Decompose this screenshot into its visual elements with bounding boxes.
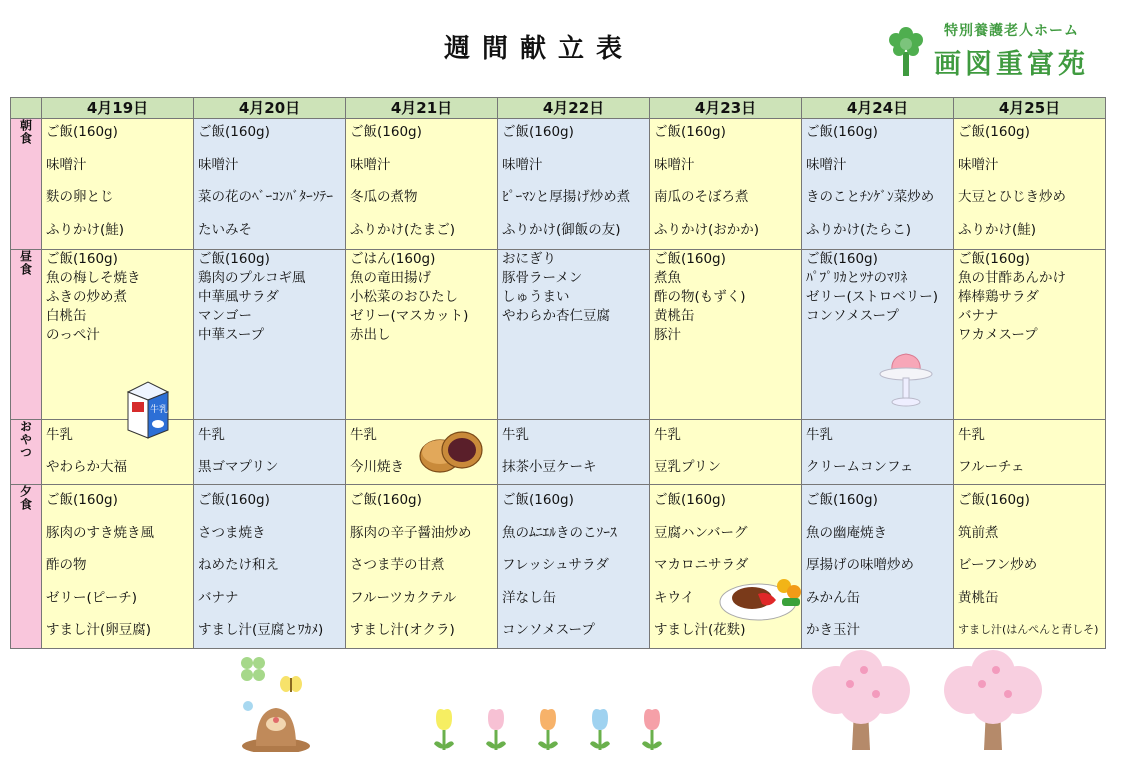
menu-item: フルーチェ — [958, 459, 1025, 475]
menu-item: フルーツカクテル — [350, 589, 457, 606]
menu-item: 魚の梅しそ焼き — [46, 270, 141, 286]
day-header: 4月23日 — [650, 98, 802, 119]
menu-item: 今川焼き — [350, 459, 404, 475]
breakfast-row — [11, 119, 1106, 250]
tulips-icon — [432, 706, 680, 756]
lunch-cell — [802, 250, 953, 326]
menu-item: 牛乳 — [350, 427, 377, 443]
breakfast-cell — [650, 119, 801, 249]
day-header: 4月19日 — [42, 98, 194, 119]
menu-item: 牛乳 — [198, 427, 225, 443]
menu-item: すまし汁(花麩) — [654, 622, 746, 639]
menu-item: 冬瓜の煮物 — [350, 189, 418, 205]
menu-item: 牛乳 — [958, 427, 985, 443]
menu-item: マンゴー — [198, 308, 252, 324]
menu-item: 筑前煮 — [958, 524, 999, 541]
menu-item: コンソメスープ — [502, 622, 595, 639]
menu-item: ご飯(160g) — [46, 492, 118, 508]
menu-item: ふりかけ(たらこ) — [806, 221, 912, 238]
day-header: 4月25日 — [954, 98, 1106, 119]
menu-item: 豚肉の辛子醤油炒め — [350, 524, 472, 541]
menu-item: 厚揚げの味噌炒め — [806, 557, 914, 574]
breakfast-cell — [346, 119, 497, 249]
menu-item: 酢の物(もずく) — [654, 289, 746, 305]
menu-item: ワカメスープ — [958, 327, 1038, 343]
lunch-cell — [498, 250, 649, 326]
menu-item: 赤出し — [350, 327, 391, 343]
menu-item: 麩の卵とじ — [46, 189, 114, 205]
dinner-cell — [346, 485, 497, 648]
menu-item: 豆乳プリン — [654, 459, 721, 475]
menu-item: 煮魚 — [654, 270, 681, 286]
dinner-row — [11, 485, 1106, 649]
facility-name: 画図重富苑 — [934, 49, 1089, 80]
breakfast-cell — [498, 119, 649, 249]
menu-item: 大豆とひじき炒め — [958, 189, 1066, 205]
menu-item: ご飯(160g) — [46, 251, 118, 267]
snack-row — [11, 420, 1106, 485]
menu-item: 白桃缶 — [46, 308, 87, 324]
breakfast-cell — [954, 119, 1105, 249]
menu-item: 小松菜のおひたし — [350, 289, 458, 305]
facility-type: 特別養護老人ホーム — [944, 23, 1079, 39]
cherry-tree-icon — [938, 650, 1048, 754]
menu-item: ご飯(160g) — [806, 251, 878, 267]
milk-carton-icon — [122, 378, 174, 440]
menu-item: ご飯(160g) — [350, 492, 422, 508]
menu-item: 魚の竜田揚げ — [350, 270, 431, 286]
menu-item: ご飯(160g) — [654, 251, 726, 267]
menu-item: マカロニサラダ — [654, 557, 749, 574]
menu-item: さつま焼き — [198, 524, 266, 541]
lunch-row — [11, 250, 1106, 420]
menu-item: バナナ — [198, 589, 239, 606]
menu-item: ふりかけ(鮭) — [958, 221, 1037, 238]
menu-item: ご飯(160g) — [198, 251, 270, 267]
milk-carton-label: 牛乳 — [150, 405, 169, 415]
mole-icon — [238, 696, 314, 752]
menu-item: 豚汁 — [654, 327, 681, 343]
menu-item: たいみそ — [198, 221, 252, 238]
menu-item: 味噌汁 — [46, 156, 87, 173]
menu-item: 牛乳 — [654, 427, 681, 443]
menu-item: さつま芋の甘煮 — [350, 557, 445, 574]
menu-item: 洋なし缶 — [502, 589, 556, 606]
menu-item: ご飯(160g) — [198, 124, 270, 140]
menu-item: すまし汁(はんぺんと青しそ) — [958, 623, 1099, 637]
menu-item: 味噌汁 — [654, 156, 695, 173]
menu-item: ゼリー(ピーチ) — [46, 589, 137, 606]
butterfly-icon — [278, 672, 304, 698]
menu-item: ご飯(160g) — [806, 492, 878, 508]
menu-item: 味噌汁 — [502, 156, 543, 173]
menu-item: ねめたけ和え — [198, 557, 279, 574]
menu-item: すまし汁(卵豆腐) — [46, 622, 152, 639]
menu-item: 牛乳 — [502, 427, 529, 443]
dinner-cell — [802, 485, 953, 648]
lunch-cell — [42, 250, 193, 345]
menu-item: 魚の幽庵焼き — [806, 524, 887, 541]
day-header: 4月22日 — [498, 98, 650, 119]
menu-item: みかん缶 — [806, 589, 860, 606]
menu-item: コンソメスープ — [806, 308, 899, 324]
meal-label-snack: おやつ — [11, 420, 42, 485]
menu-item: 中華スープ — [198, 327, 265, 343]
menu-item: ごはん(160g) — [350, 251, 436, 267]
menu-item: 鶏肉のプルコギ風 — [198, 270, 306, 286]
menu-item: 味噌汁 — [350, 156, 391, 173]
menu-item: ふりかけ(御飯の友) — [502, 221, 621, 238]
menu-item: 味噌汁 — [958, 156, 999, 173]
snack-cell — [954, 420, 1105, 484]
menu-item: のっぺ汁 — [46, 327, 100, 343]
dinner-cell — [498, 485, 649, 648]
snack-cell — [802, 420, 953, 484]
lunch-cell — [650, 250, 801, 345]
menu-item: ご飯(160g) — [502, 492, 574, 508]
menu-item: ふきの炒め煮 — [46, 289, 127, 305]
menu-item: 棒棒鶏サラダ — [958, 289, 1039, 305]
cherry-tree-icon — [806, 650, 916, 754]
menu-item: ふりかけ(おかか) — [654, 221, 760, 238]
breakfast-cell — [42, 119, 193, 249]
lunch-cell — [346, 250, 497, 345]
menu-item: 魚のﾑﾆｴﾙきのこｿｰｽ — [502, 524, 617, 541]
menu-item: ご飯(160g) — [958, 251, 1030, 267]
menu-item: ご飯(160g) — [958, 124, 1030, 140]
menu-item: 豆腐ハンバーグ — [654, 524, 748, 541]
menu-item: 抹茶小豆ケーキ — [502, 459, 597, 475]
menu-item: 味噌汁 — [806, 156, 847, 173]
dinner-cell — [194, 485, 345, 648]
jelly-dessert-icon — [874, 346, 938, 410]
menu-item: ビーフン炒め — [958, 557, 1038, 574]
menu-item: 酢の物 — [46, 557, 87, 574]
clover-icon — [236, 652, 270, 686]
menu-item: ゼリー(ストロベリー) — [806, 289, 939, 305]
dorayaki-icon — [416, 426, 486, 476]
tree-logo-icon — [886, 24, 926, 76]
menu-item: 豚骨ラーメン — [502, 270, 583, 286]
menu-item: ご飯(160g) — [350, 124, 422, 140]
menu-item: 魚の甘酢あんかけ — [958, 270, 1066, 286]
dinner-cell — [954, 485, 1105, 648]
menu-item: バナナ — [958, 308, 999, 324]
menu-item: ご飯(160g) — [958, 492, 1030, 508]
menu-item: かき玉汁 — [806, 622, 860, 639]
menu-item: ご飯(160g) — [198, 492, 270, 508]
menu-item: ふりかけ(鮭) — [46, 221, 125, 238]
menu-item: ご飯(160g) — [654, 492, 726, 508]
menu-item: すまし汁(豆腐とﾜｶﾒ) — [198, 622, 324, 639]
snack-cell — [498, 420, 649, 484]
menu-item: すまし汁(オクラ) — [350, 622, 455, 639]
menu-item: 黒ゴマプリン — [198, 459, 279, 475]
menu-item: ご飯(160g) — [502, 124, 574, 140]
menu-item: 牛乳 — [46, 427, 73, 443]
snack-cell — [194, 420, 345, 484]
page-title: 週間献立表 — [444, 34, 635, 64]
weekly-menu-table — [10, 97, 1106, 649]
hamburg-steak-icon — [718, 570, 808, 626]
menu-item: きのことﾁﾝｹﾞﾝ菜炒め — [806, 189, 935, 205]
menu-item: 菜の花のﾍﾞｰｺﾝﾊﾞﾀｰｿﾃｰ — [198, 189, 333, 205]
corner-cell — [11, 98, 42, 119]
facility-logo — [886, 20, 1116, 80]
day-header: 4月24日 — [802, 98, 954, 119]
dinner-cell — [42, 485, 193, 648]
meal-label-dinner: 夕食 — [11, 485, 42, 649]
menu-item: おにぎり — [502, 251, 556, 267]
lunch-cell — [194, 250, 345, 345]
menu-item: ふりかけ(たまご) — [350, 221, 456, 238]
meal-label-breakfast: 朝食 — [11, 119, 42, 250]
menu-item: やわらか杏仁豆腐 — [502, 308, 610, 324]
breakfast-cell — [802, 119, 953, 249]
menu-item: ゼリー(マスカット) — [350, 308, 469, 324]
menu-item: フレッシュサラダ — [502, 557, 609, 574]
menu-item: ご飯(160g) — [46, 124, 118, 140]
menu-item: 黄桃缶 — [654, 308, 695, 324]
menu-item: ﾊﾟﾌﾟﾘｶとﾂﾅのﾏﾘﾈ — [806, 270, 908, 286]
menu-item: 黄桃缶 — [958, 589, 999, 606]
menu-item: ご飯(160g) — [654, 124, 726, 140]
menu-item: キウイ — [654, 589, 695, 606]
menu-item: 味噌汁 — [198, 156, 239, 173]
menu-item: クリームコンフェ — [806, 459, 914, 475]
menu-item: 豚肉のすき焼き風 — [46, 524, 154, 541]
breakfast-cell — [194, 119, 345, 249]
menu-item: ご飯(160g) — [806, 124, 878, 140]
meal-label-lunch: 昼食 — [11, 250, 42, 420]
menu-item: しゅうまい — [502, 289, 570, 305]
menu-item: ﾋﾟｰﾏﾝと厚揚げ炒め煮 — [502, 189, 631, 205]
menu-item: 中華風サラダ — [198, 289, 279, 305]
lunch-cell — [954, 250, 1105, 345]
menu-item: 牛乳 — [806, 427, 833, 443]
day-header: 4月21日 — [346, 98, 498, 119]
day-header: 4月20日 — [194, 98, 346, 119]
header-row — [11, 98, 1106, 119]
menu-item: やわらか大福 — [46, 459, 127, 475]
snack-cell — [650, 420, 801, 484]
menu-item: 南瓜のそぼろ煮 — [654, 189, 749, 205]
